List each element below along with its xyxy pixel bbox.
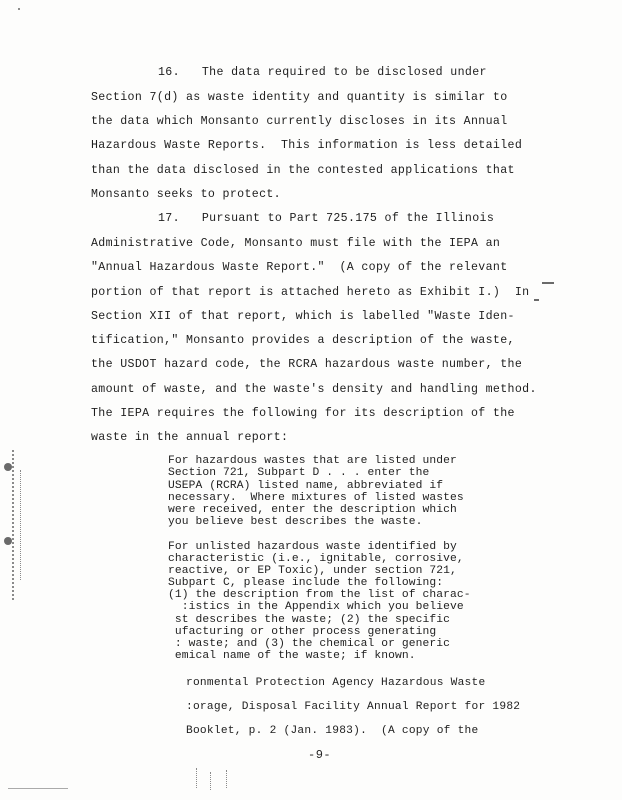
paragraph-16-line: Section 7(d) as waste identity and quantity is similar to — [91, 91, 508, 104]
paragraph-16-line: Hazardous Waste Reports. This information is less detailed — [91, 139, 523, 152]
block-quote-line: For unlisted hazardous waste identified by — [168, 541, 457, 553]
block-quote-line: st describes the waste; (2) the specific — [168, 614, 451, 626]
paragraph-17-line: the USDOT hazard code, the RCRA hazardous waste number, the — [91, 358, 523, 371]
scan-speck — [8, 788, 68, 789]
paragraph-17-line: "Annual Hazardous Waste Report." (A copy of the relevant — [91, 261, 508, 274]
block-quote-line: For hazardous wastes that are listed under — [168, 455, 457, 467]
paragraph-16-line: 16. The data required to be disclosed under — [158, 66, 487, 79]
scan-speck — [4, 537, 12, 545]
paragraph-16-line: than the data disclosed in the contested applications that — [91, 164, 515, 177]
paragraph-16-line: Monsanto seeks to protect. — [91, 188, 281, 201]
paragraph-17-line: Section XII of that report, which is labelled "Waste Iden- — [91, 310, 515, 323]
block-quote-line: reactive, or EP Toxic), under section 721, — [168, 565, 457, 577]
paragraph-17-line: waste in the annual report: — [91, 431, 289, 444]
citation-line: ronmental Protection Agency Hazardous Waste — [186, 677, 486, 689]
scan-speck — [534, 299, 539, 301]
paragraph-17-line: The IEPA requires the following for its description of the — [91, 407, 515, 420]
block-quote-line: characteristic (i.e., ignitable, corrosive, — [168, 553, 464, 565]
citation-line: Booklet, p. 2 (Jan. 1983). (A copy of the — [186, 725, 479, 737]
block-quote-line: you believe best describes the waste. — [168, 516, 423, 528]
block-quote-line: : waste; and (3) the chemical or generic — [168, 638, 451, 650]
paragraph-17-line: amount of waste, and the waste's density and handling method. — [91, 383, 537, 396]
scan-speck — [4, 463, 12, 471]
block-quote-line: Section 721, Subpart D . . . enter the — [168, 467, 430, 479]
block-quote-line: :istics in the Appendix which you believe — [168, 601, 464, 613]
paragraph-16-line: the data which Monsanto currently discloses in its Annual — [91, 115, 508, 128]
block-quote-line: were received, enter the description which — [168, 504, 457, 516]
scan-speck — [542, 282, 554, 284]
page-number: -9- — [308, 748, 332, 762]
scan-dots — [226, 770, 237, 788]
paragraph-17-line: portion of that report is attached hereto as Exhibit I.) In — [91, 286, 530, 299]
scan-dots — [20, 470, 31, 580]
paragraph-17-line: 17. Pursuant to Part 725.175 of the Illinois — [158, 212, 495, 225]
block-quote-line: emical name of the waste; if known. — [168, 650, 416, 662]
block-quote-line: ufacturing or other process generating — [168, 626, 437, 638]
block-quote-line: necessary. Where mixtures of listed wastes — [168, 492, 464, 504]
scan-speck — [18, 8, 20, 10]
block-quote-line: Subpart C, please include the following: — [168, 577, 444, 589]
paragraph-17-line: tification," Monsanto provides a description of the waste, — [91, 334, 515, 347]
citation-line: :orage, Disposal Facility Annual Report for 1982 — [186, 701, 521, 713]
scan-dots — [210, 772, 221, 790]
block-quote-line: (1) the description from the list of charac- — [168, 589, 471, 601]
scan-dots — [196, 768, 207, 788]
block-quote-line: USEPA (RCRA) listed name, abbreviated if — [168, 480, 444, 492]
paragraph-17-line: Administrative Code, Monsanto must file with the IEPA an — [91, 237, 501, 250]
